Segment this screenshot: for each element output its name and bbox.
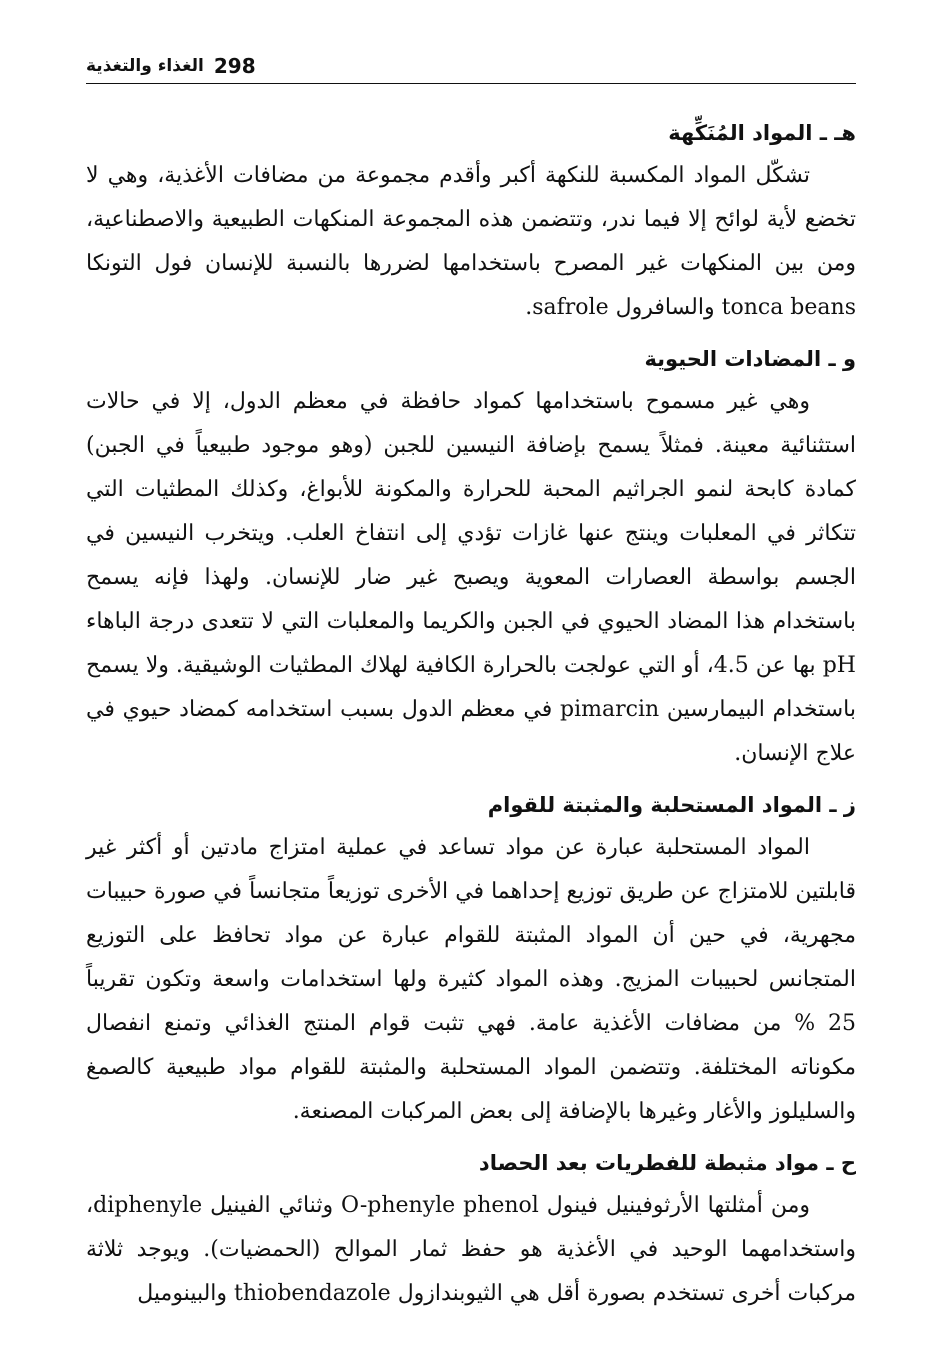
paragraph-flavorings: تشكّل المواد المكسبة للنكهة أكبر وأقدم مجموعة من مضافات الأغذية، وهي لا تخضع لأية لوائح إلا فيما ندر، وتتضمن هذه المجموعة المنكهات الطبيعية والاصطناعية، ومن بين المنكهات غير المصرح باستخدامها لضررها بالنسبة للإنسان فول التونكا tonca beans والسافرول safrole. xyxy=(86,163,856,320)
section-heading-flavorings: هـ ـ المواد المُنَكِّهة xyxy=(668,121,856,145)
paragraph-antifungals: ومن أمثلتها الأرثوفينيل فينول O-phenyle phenol وثنائي الفينيل diphenyle، واستخدامهما الوحيد في الأغذية هو حفظ ثمار الموالح (الحمضيات). ويوجد ثلاثة مركبات أخرى تستخدم بصورة أقل هي الثيوبندازول thiobendazole والبينوميل xyxy=(86,1193,856,1306)
spacer xyxy=(86,776,856,784)
section-heading-antifungals: ح ـ مواد مثبطة للفطريات بعد الحصاد xyxy=(478,1151,856,1175)
page-number: 298 xyxy=(213,53,256,78)
paragraph-antibiotics: وهي غير مسموح باستخدامها كمواد حافظة في معظم الدول، إلا في حالات استثنائية معينة. فمثلاً يسمح بإضافة النيسين للجبن (وهو موجود طبيعياً في الجبن) كمادة كابحة لنمو الجراثيم المحبة للحرارة والمكونة للأبواغ، وكذلك المطثيات التي تتكاثر في المعلبات وينتج عنها غازات تؤدي إلى انتفاخ العلب. ويتخرب النيسين في الجسم بواسطة العصارات المعوية ويصبح غير ضار للإنسان. ولهذا فإنه يسمح باستخدام هذا المضاد الحيوي في الجبن والكريما والمعلبات التي لا تتعدى درجة الباهاء pH بها عن 4.5، أو التي عولجت بالحرارة الكافية لهلاك المطثيات الوشيقية. ولا يسمح باستخدام البيمارسين pimarcin في معظم الدول بسبب استخدامه كمضاد حيوي في علاج الإنسان. xyxy=(86,389,857,766)
section-heading-antibiotics: و ـ المضادات الحيوية xyxy=(644,347,856,371)
section-heading-emulsifiers: ز ـ المواد المستحلبة والمثبتة للقوام xyxy=(487,793,856,817)
book-title: الغذاء والتغذية xyxy=(86,55,204,76)
page-body xyxy=(86,112,856,1316)
spacer xyxy=(86,330,856,338)
paragraph-emulsifiers: المواد المستحلبة عبارة عن مواد تساعد في عملية امتزاج مادتين أو أكثر غير قابلتين للامتزاج عن طريق توزيع إحداهما في الأخرى توزيعاً متجانساً في صورة حبيبات مجهرية، في حين أن المواد المثبتة للقوام عبارة عن مواد تحافظ على التوزيع المتجانس لحبيبات المزيج. وهذه المواد كثيرة ولها استخدامات واسعة وتكون تقريباً 25 % من مضافات الأغذية عامة. فهي تثبت قوام المنتج الغذائي وتمنع انفصال مكوناته المختلفة. وتتضمن المواد المستحلبة والمثبتة للقوام مواد طبيعية كالصمغ والسليلوز والأغار وغيرها بالإضافة إلى بعض المركبات المصنعة. xyxy=(86,835,856,1124)
spacer xyxy=(86,1134,856,1142)
running-header xyxy=(86,48,856,84)
